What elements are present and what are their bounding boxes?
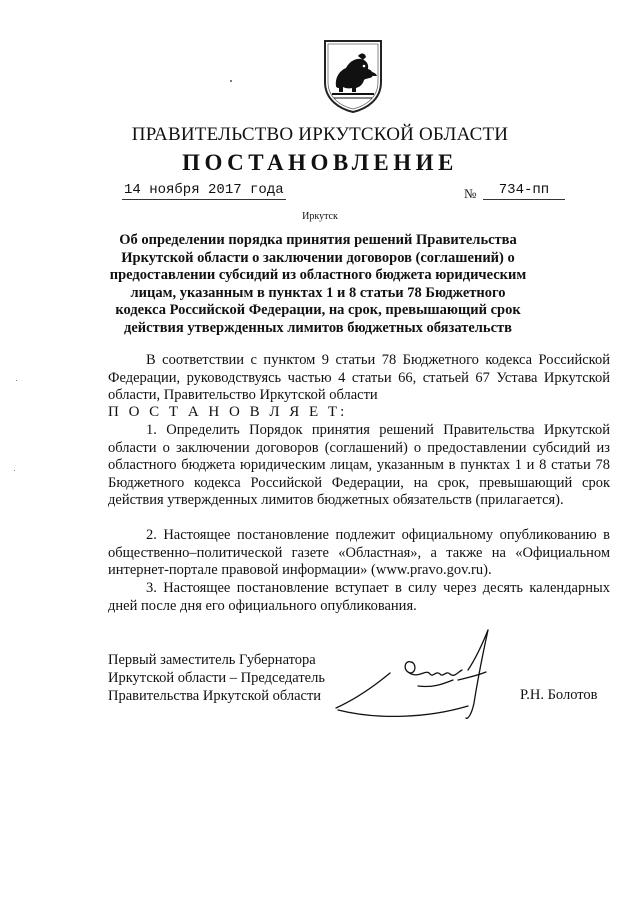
scan-speck <box>230 80 232 82</box>
document-type: ПОСТАНОВЛЕНИЕ <box>182 150 458 175</box>
document-city: Иркутск <box>302 211 338 222</box>
resolves-heading: П О С Т А Н О В Л Я Е Т: <box>108 404 348 420</box>
intro-paragraph: В соответствии с пунктом 9 статьи 78 Бюджетного кодекса Российской Федерации, руководствуясь частью 4 статьи 66, статьей 67 Устава Иркутской области, Правительство Иркутской области <box>108 352 610 403</box>
number-sign: № <box>464 186 477 201</box>
scan-speck <box>16 380 17 381</box>
document-subject: Об определении порядка принятия решений Правительства Иркутской области о заключении договоров (соглашений) о предоставлении субсидий из областного бюджета юридическим лицам, указанным в пунктах 1 и 8 статьи 78 Бюджетного кодекса Российской Федерации, на срок, превышающий срок действия утвержденных лимитов бюджетных обязательств <box>109 232 527 336</box>
signer-line-3: Правительства Иркутской области <box>108 688 322 704</box>
government-title: ПРАВИТЕЛЬСТВО ИРКУТСКОЙ ОБЛАСТИ <box>131 124 509 145</box>
coat-of-arms-icon <box>322 38 384 114</box>
signer-position <box>108 651 325 705</box>
signer-name: Р.Н. Болотов <box>520 687 598 703</box>
signer-line-2: Иркутской области – Председатель <box>108 670 325 686</box>
document-date: 14 ноября 2017 года <box>124 182 284 198</box>
item-3: 3. Настоящее постановление вступает в силу через десять календарных дней после дня его официального опубликования. <box>108 580 610 614</box>
document-number: 734-пп <box>483 182 565 200</box>
scan-speck <box>14 470 15 471</box>
signer-line-1: Первый заместитель Губернатора <box>108 652 316 668</box>
item-2: 2. Настоящее постановление подлежит официальному опубликованию в общественно–политической газете «Областная», а также на «Официальном интернет-портале правовой информации» (www.pravo.gov.ru). <box>108 527 610 578</box>
item-1: 1. Определить Порядок принятия решений Правительства Иркутской области о заключении договоров (соглашений) о предоставлении субсидий из областного бюджета юридическим лицам, указанным в пунктах 1 и 8 статьи 78 Бюджетного кодекса Российской Федерации, на срок, превышающий срок действия утвержденных лимитов бюджетных обязательств (прилагается). <box>108 422 610 508</box>
handwritten-signature <box>318 628 498 723</box>
